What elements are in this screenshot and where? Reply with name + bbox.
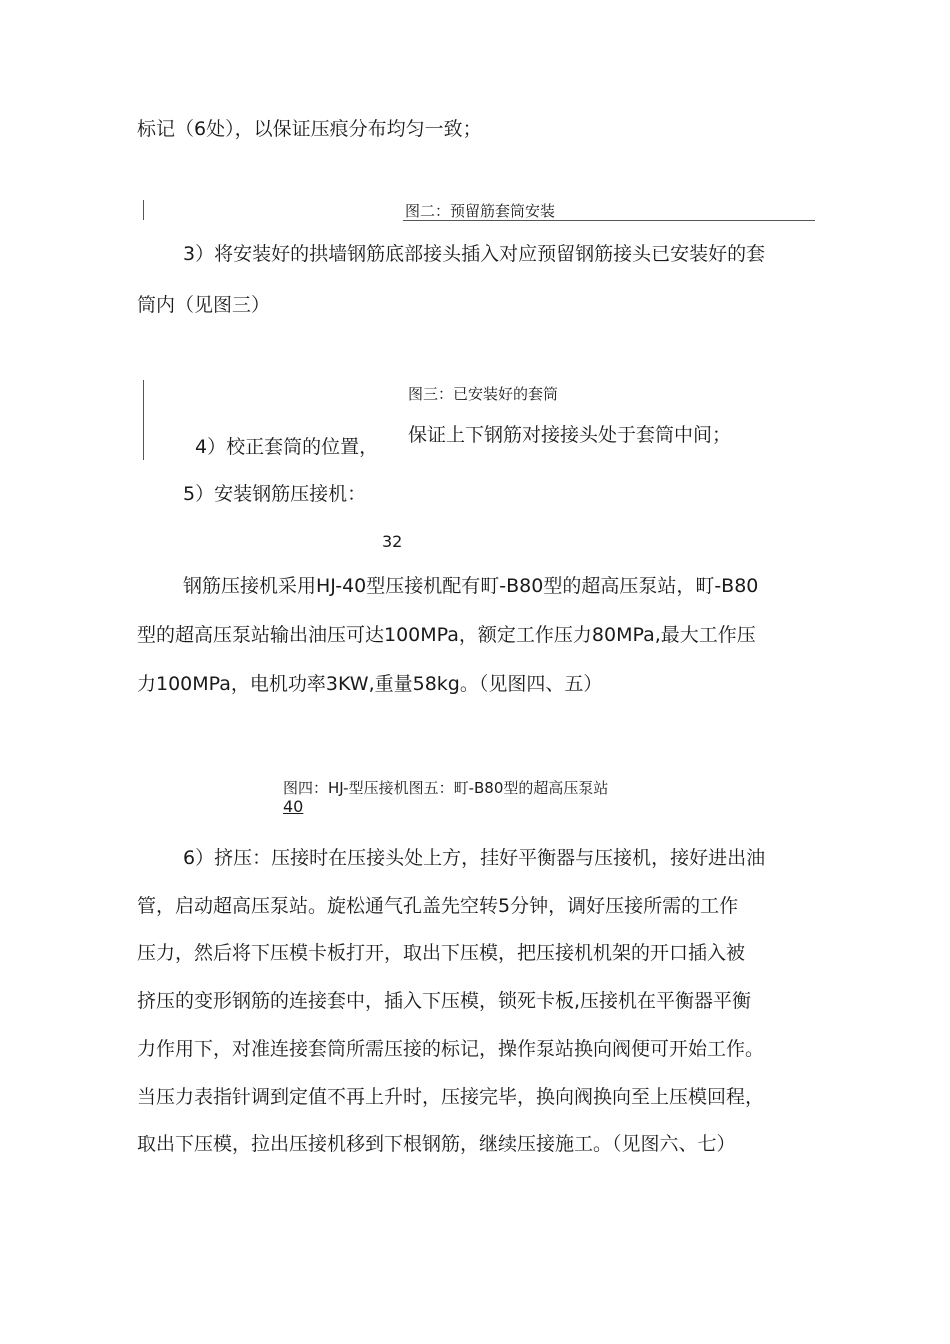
paragraph-line: 钢筋压接机采用HJ-40型压接机配有町-B80型的超高压泵站，町-B80 [183, 575, 759, 597]
step-3-line-1: 3）将安装好的拱墙钢筋底部接头插入对应预留钢筋接头已安装好的套 [183, 243, 766, 265]
paragraph-line: 力作用下，对准连接套筒所需压接的标记，操作泵站换向阀便可开始工作。 [137, 1038, 765, 1060]
paragraph-line: 型的超高压泵站输出油压可达100MPa，额定工作压力80MPa,最大工作压 [137, 624, 756, 646]
body-line: 标记（6处），以保证压痕分布均匀一致； [137, 118, 482, 140]
paragraph-line: 挤压的变形钢筋的连接套中，插入下压模，锁死卡板,压接机在平衡器平衡 [137, 990, 752, 1012]
figure-3-caption: 图三：已安装好的套筒 [408, 385, 559, 403]
step-4-text: 保证上下钢筋对接接头处于套筒中间； [408, 424, 732, 446]
page-number-32: 32 [382, 532, 403, 551]
paragraph-line: 力100MPa，电机功率3KW,重量58kg。（见图四、五） [137, 673, 603, 695]
figure-2-underline [403, 220, 815, 221]
paragraph-line: 6）挤压：压接时在压接头处上方，挂好平衡器与压接机，接好进出油 [183, 847, 766, 869]
figure-frame-left-edge [143, 380, 144, 460]
paragraph-line: 管，启动超高压泵站。旋松通气孔盖先空转5分钟，调好压接所需的工作 [137, 895, 739, 917]
paragraph-line: 取出下压模，拉出压接机移到下根钢筋，继续压接施工。（见图六、七） [137, 1133, 736, 1155]
step-5-heading: 5）安装钢筋压接机： [183, 483, 367, 505]
paragraph-line: 压力，然后将下压模卡板打开，取出下压模，把压接机机架的开口插入被 [137, 942, 746, 964]
paragraph-line: 当压力表指针调到定值不再上升时，压接完毕，换向阀换向至上压模回程， [137, 1086, 765, 1108]
step-4-label: 4）校正套筒的位置， [195, 436, 379, 458]
page-number-40: 40 [283, 797, 304, 816]
figure-4-5-caption: 图四：HJ-型压接机图五：町-B80型的超高压泵站 [283, 779, 609, 797]
step-3-line-2: 筒内（见图三） [137, 294, 271, 316]
figure-2-caption: 图二：预留筋套筒安装 [405, 202, 556, 220]
figure-frame-left-edge [143, 200, 144, 220]
